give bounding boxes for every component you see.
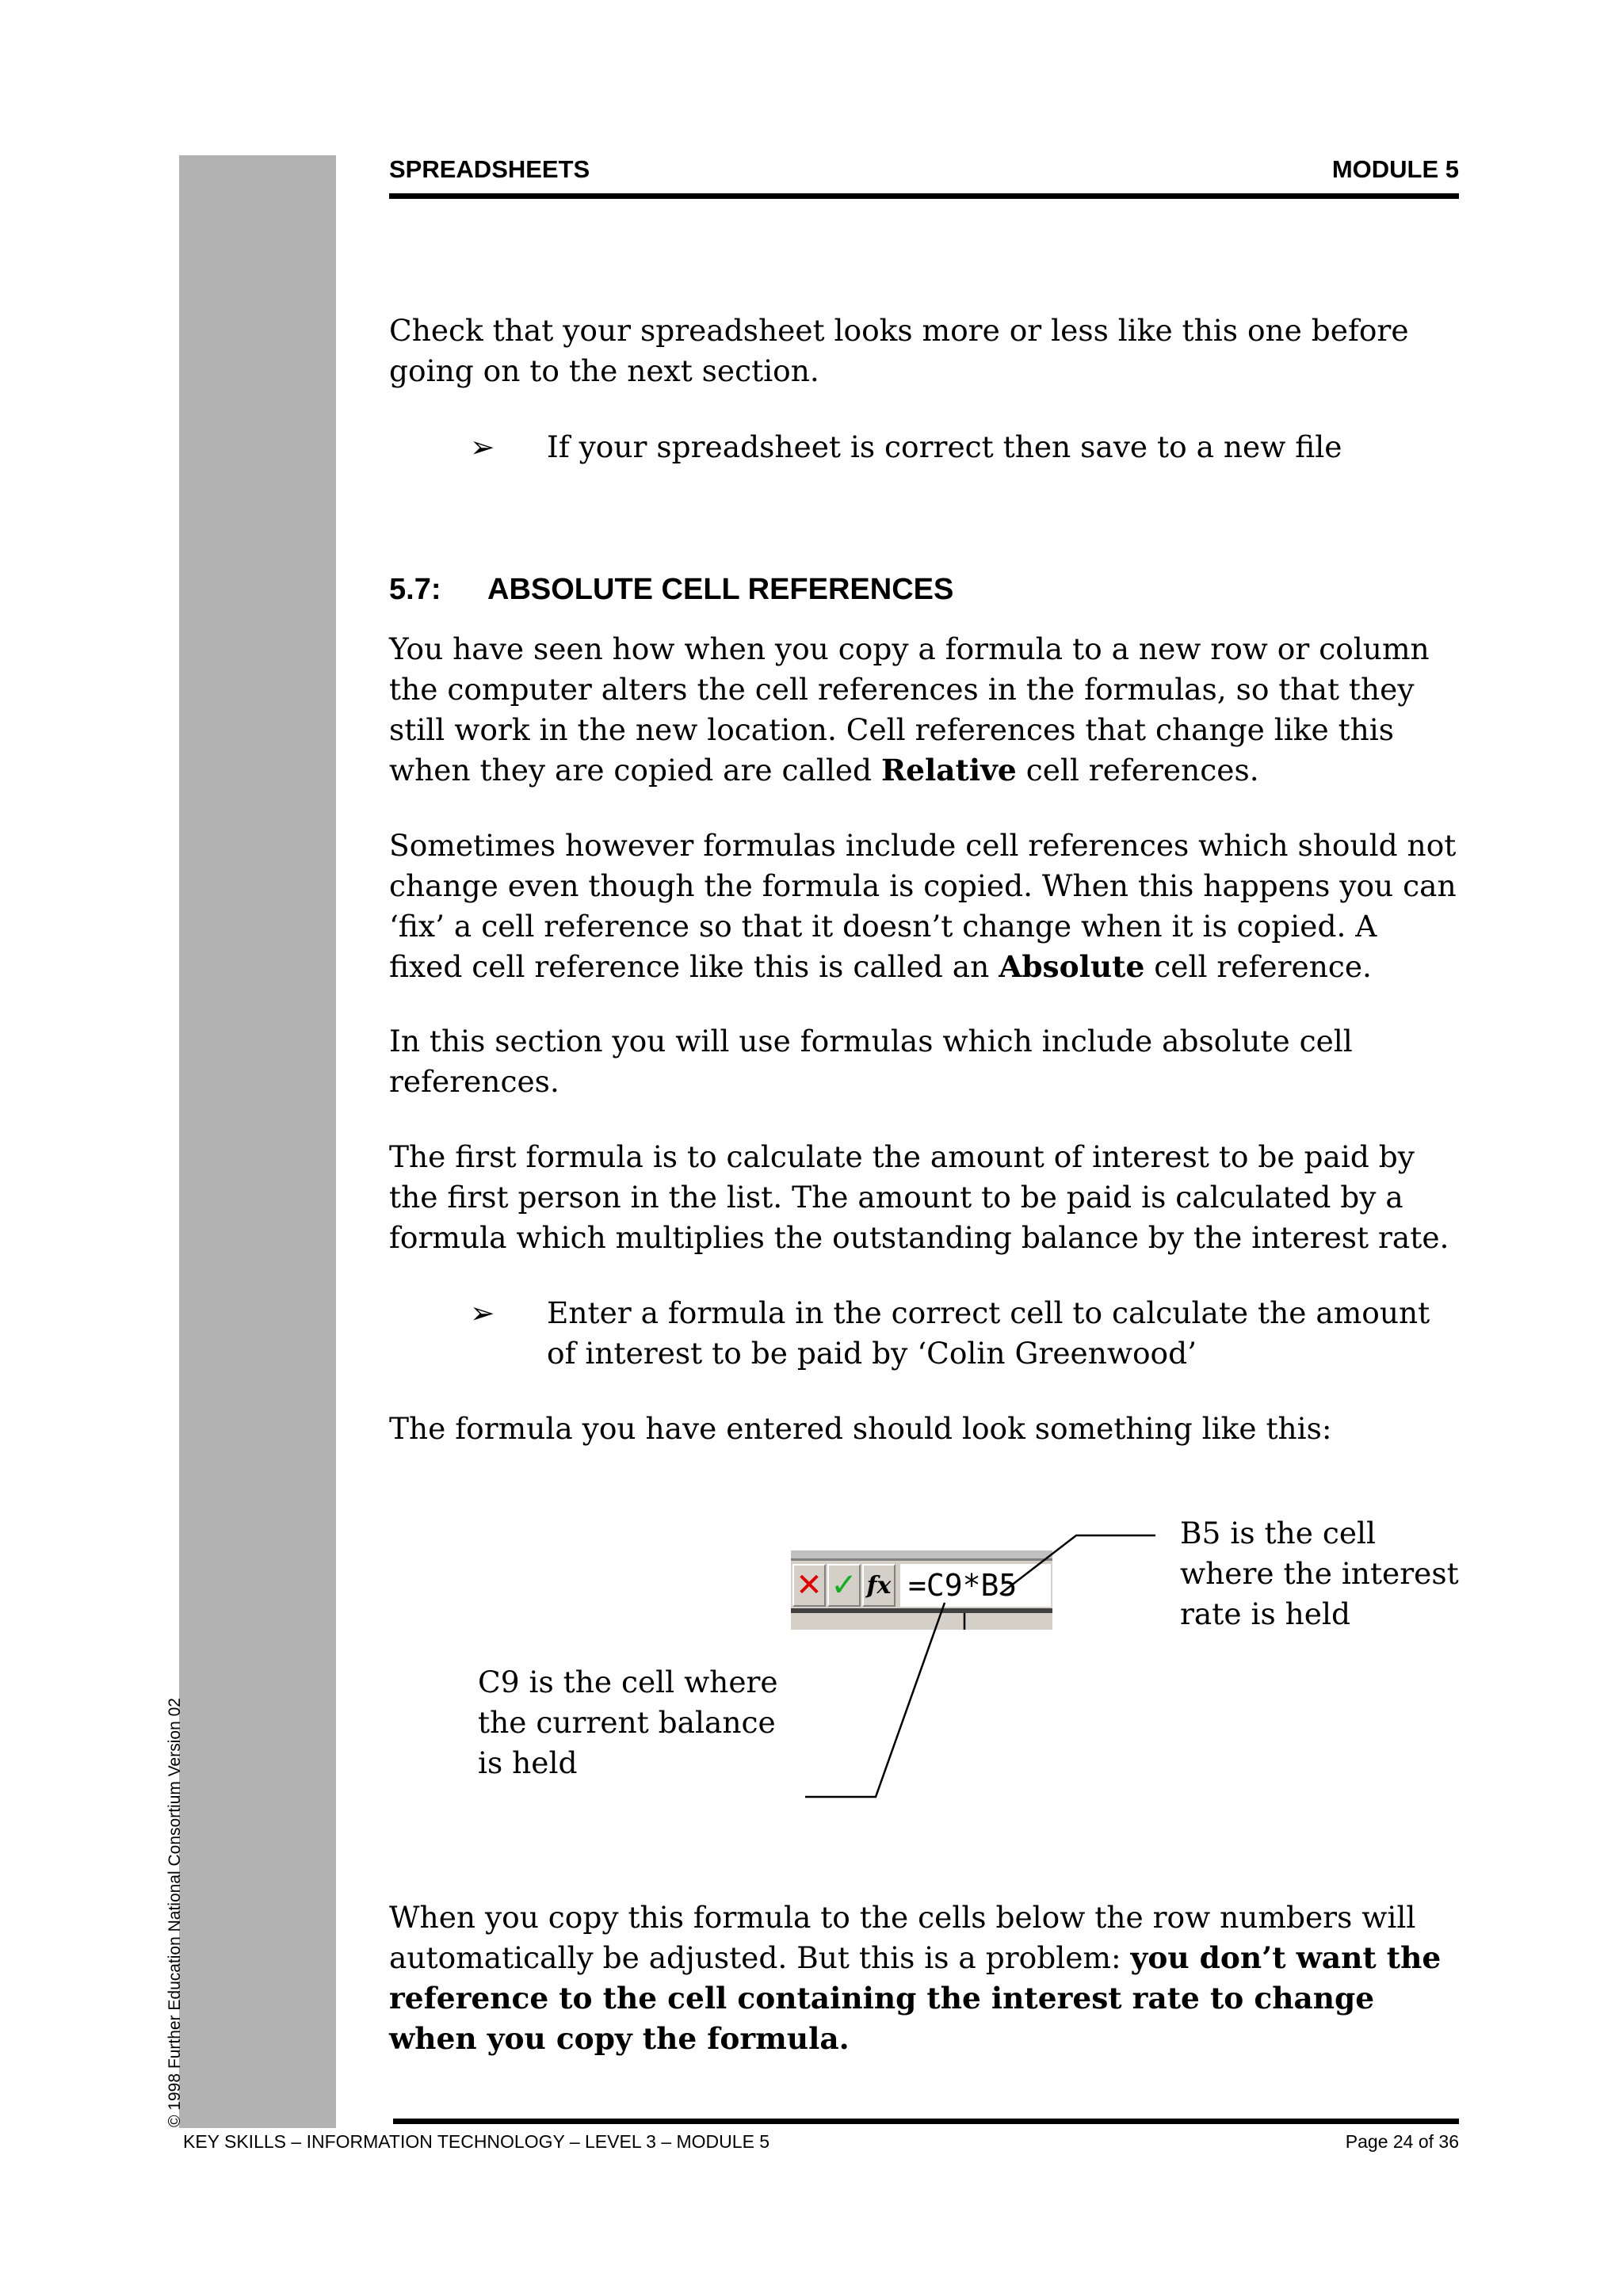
section-title: ABSOLUTE CELL REFERENCES xyxy=(487,573,954,606)
paragraph-section-intro: In this section you will use formulas which include absolute cell references. xyxy=(389,1024,1353,1099)
paragraph-text: cell reference. xyxy=(1144,949,1372,984)
paragraph-text: cell references. xyxy=(1016,753,1259,788)
bold-warning-text: you don’t want the reference to the cell containing the interest rate to change when you copy the formula. xyxy=(389,1940,1442,2056)
formula-input[interactable]: =C9*B5 xyxy=(900,1564,1051,1607)
function-fx-icon[interactable]: fx xyxy=(862,1564,896,1607)
copyright-side-text: © 1998 Further Education National Consortium Version 02 xyxy=(166,1698,184,2127)
footer-rule xyxy=(393,2119,1459,2124)
cancel-icon[interactable]: ✕ xyxy=(792,1564,826,1607)
callout-line-c9 xyxy=(805,1603,945,1797)
header-module: MODULE 5 xyxy=(1331,155,1459,183)
header-title: SPREADSHEETS xyxy=(389,155,590,183)
page-number: Page 24 of 36 xyxy=(1345,2131,1459,2152)
callout-line-b5 xyxy=(1000,1535,1155,1594)
section-number: 5.7: xyxy=(389,573,441,606)
enter-check-icon[interactable]: ✓ xyxy=(827,1564,861,1607)
bullet-text: If your spreadsheet is correct then save to a new file xyxy=(547,429,1342,464)
callout-b5: B5 is the cell where the interest rate is held xyxy=(1180,1516,1459,1631)
intro-paragraph: Check that your spreadsheet looks more or less like this one before going on to the next section. xyxy=(389,313,1409,388)
bullet-arrow-icon: ➢ xyxy=(470,1295,495,1330)
paragraph-text: Sometimes however formulas include cell references which should not change even though the formula is copied. When this happens you can ‘fix’ a cell reference so that it doesn’t change when it is copied. A fixed cell reference like this is called an xyxy=(389,828,1457,984)
paragraph-formula-look: The formula you have entered should look something like this: xyxy=(389,1411,1332,1446)
paragraph-copy-problem xyxy=(389,1897,1459,2059)
bullet-arrow-icon: ➢ xyxy=(470,429,495,464)
bold-term-absolute: Absolute xyxy=(999,949,1145,984)
paragraph-text: When you copy this formula to the cells below the row numbers will automatically be adjusted. But this is a problem: xyxy=(389,1900,1416,1975)
paragraph-text: You have seen how when you copy a formula to a new row or column the computer alters the cell references in the formulas, so that they still work in the new location. Cell references that change like this when they are copied are called xyxy=(389,631,1430,788)
callout-c9: C9 is the cell where the current balance is held xyxy=(478,1665,778,1780)
bold-term-relative: Relative xyxy=(880,753,1017,788)
footer-course-title: KEY SKILLS – INFORMATION TECHNOLOGY – LEVEL 3 – MODULE 5 xyxy=(183,2131,770,2152)
paragraph-first-formula: The first formula is to calculate the amount of interest to be paid by the first person in the list. The amount to be paid is calculated by a formula which multiplies the outstanding balance by the interest rate. xyxy=(389,1139,1449,1255)
bullet-text: Enter a formula in the correct cell to calculate the amount of interest to be paid by ‘Colin Greenwood’ xyxy=(547,1295,1430,1371)
